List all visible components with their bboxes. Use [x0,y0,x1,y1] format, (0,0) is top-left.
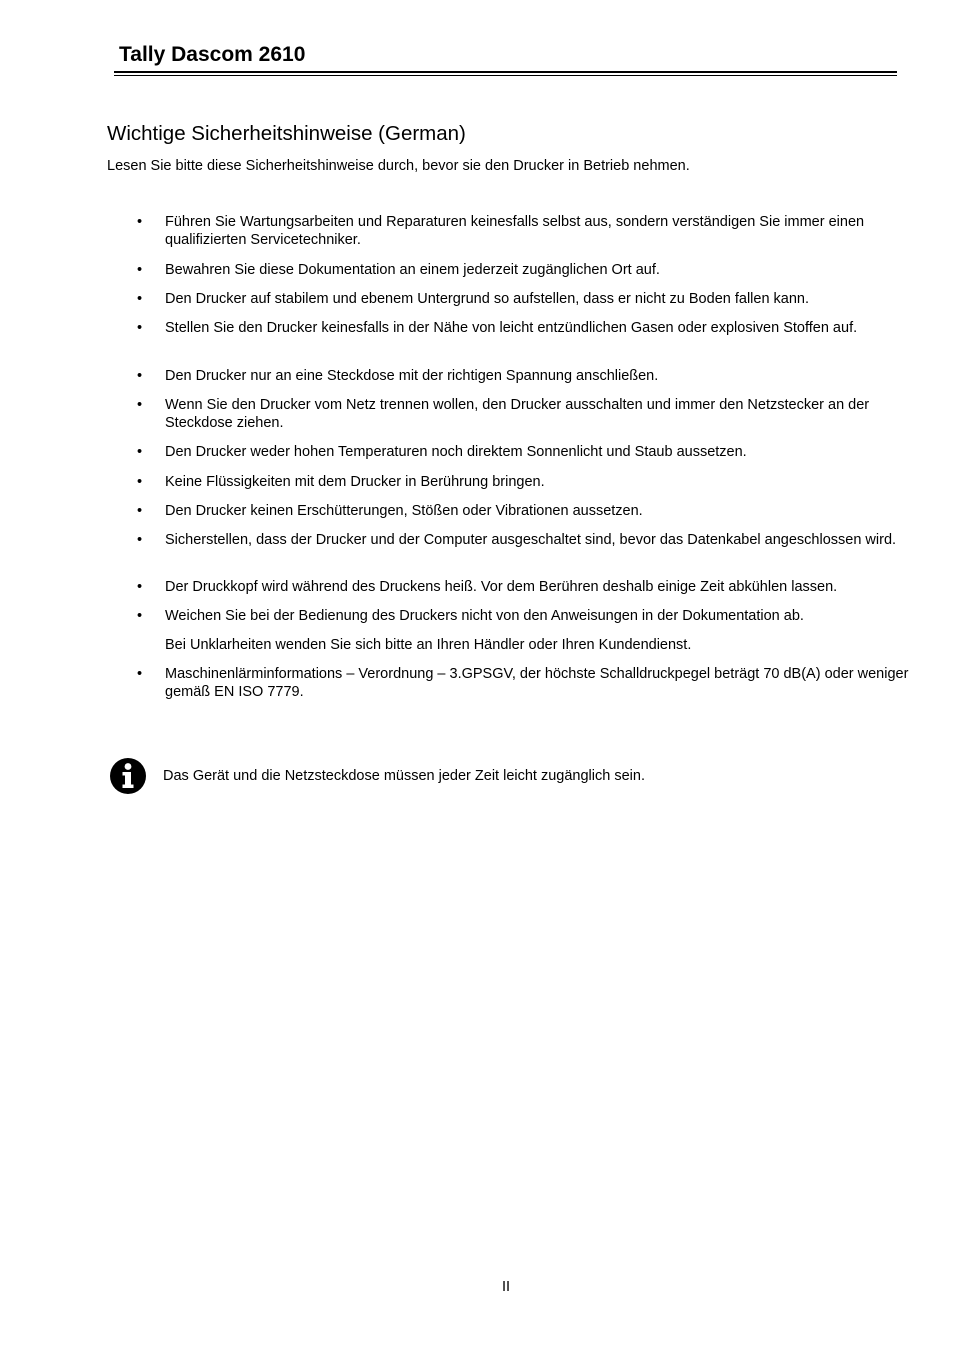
intro-text: Lesen Sie bitte diese Sicherheitshinweise durch, bevor sie den Drucker in Betrieb nehmen. [107,158,690,174]
info-icon [109,757,147,795]
bullet-icon: • [137,291,143,307]
bullet-text: Keine Flüssigkeiten mit dem Drucker in Berührung bringen. [165,474,545,490]
bullet-icon: • [137,368,143,384]
bullet-text: Den Drucker auf stabilem und ebenem Untergrund so aufstellen, dass er nicht zu Boden fallen kann. [165,291,810,307]
section-title: Wichtige Sicherheitshinweise (German) [107,122,466,145]
bullet-icon: • [137,262,143,278]
bullet-text: Maschinenlärminformations – Verordnung – 3.GPSGV, der höchste Schalldruckpegel beträgt 70 dB(A) oder weniger gemäß EN ISO 7779. [165,666,909,700]
bullet-text: Sicherstellen, dass der Drucker und der Computer ausgeschaltet sind, bevor das Datenkabel angeschlossen wird. [165,532,897,548]
bullet-text: Bewahren Sie diese Dokumentation an einem jederzeit zugänglichen Ort auf. [165,262,660,278]
bullet-text: Wenn Sie den Drucker vom Netz trennen wollen, den Drucker ausschalten und immer den Netzstecker an der Steckdose ziehen. [165,397,870,431]
bullet-text: Den Drucker weder hohen Temperaturen noch direktem Sonnenlicht und Staub aussetzen. [165,444,747,460]
bullet-text: Führen Sie Wartungsarbeiten und Reparaturen keinesfalls selbst aus, sondern verständigen Sie immer einen qualifizierten Servicetechniker. [165,214,865,248]
header-title: Tally Dascom 2610 [119,43,306,66]
bullet-icon: • [137,214,143,230]
bullet-icon: • [137,474,143,490]
bullet-icon: • [137,579,143,595]
bullet-text: Den Drucker nur an eine Steckdose mit der richtigen Spannung anschließen. [165,368,659,384]
bullet-text: Der Druckkopf wird während des Druckens heiß. Vor dem Berühren deshalb einige Zeit abkühlen lassen. [165,579,838,595]
info-text: Das Gerät und die Netzsteckdose müssen jeder Zeit leicht zugänglich sein. [163,768,645,784]
bullet-icon: • [137,397,143,413]
bullet-text: Den Drucker keinen Erschütterungen, Stößen oder Vibrationen aussetzen. [165,503,643,519]
note-text: Bei Unklarheiten wenden Sie sich bitte an Ihren Händler oder Ihren Kundendienst. [165,637,692,653]
bullet-icon: • [137,608,143,624]
bullet-icon: • [137,320,143,336]
bullet-text: Weichen Sie bei der Bedienung des Druckers nicht von den Anweisungen in der Dokumentation ab. [165,608,804,624]
bullet-icon: • [137,503,143,519]
bullet-icon: • [137,444,143,460]
bullet-text: Stellen Sie den Drucker keinesfalls in der Nähe von leicht entzündlichen Gasen oder explosiven Stoffen auf. [165,320,858,336]
bullet-icon: • [137,532,143,548]
bullet-icon: • [137,666,143,682]
page-number: II [501,1279,511,1295]
